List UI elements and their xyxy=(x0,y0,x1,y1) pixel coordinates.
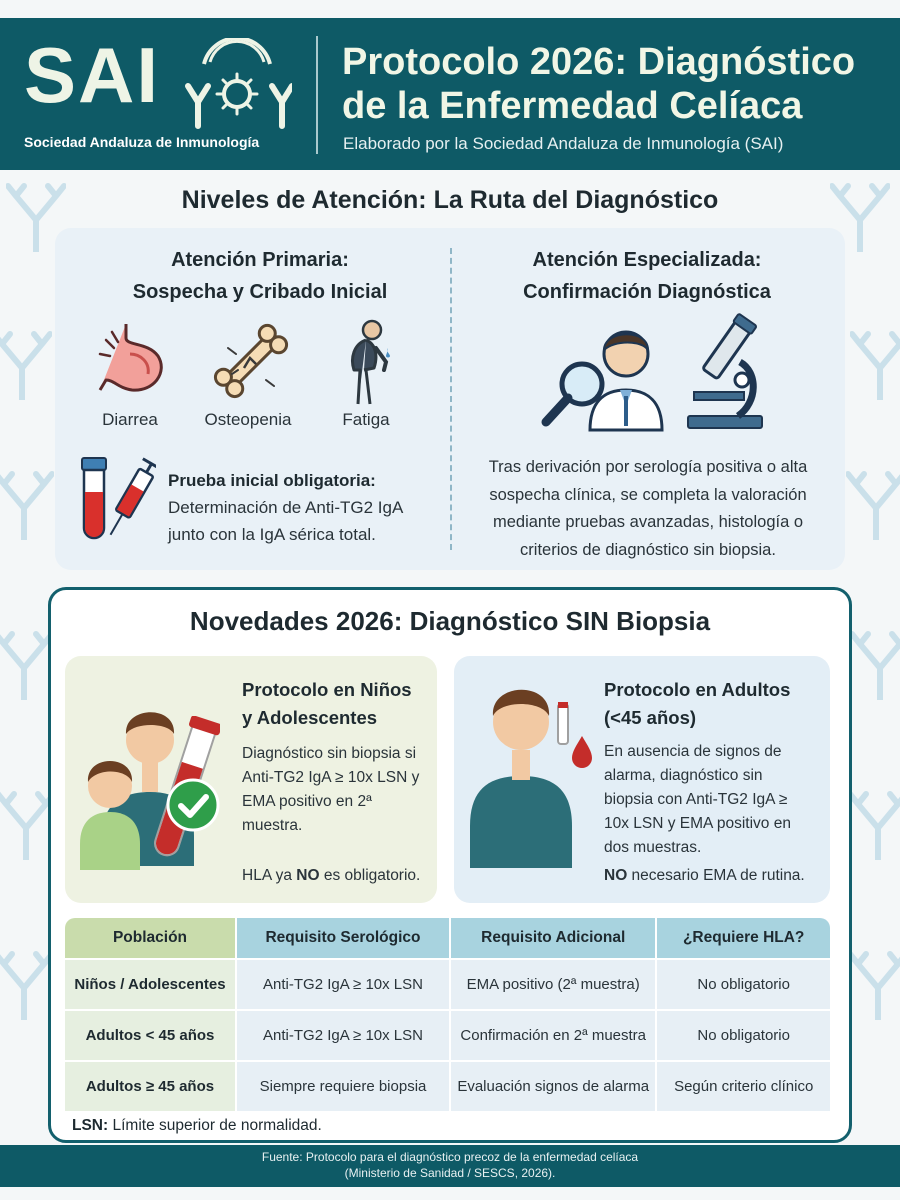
table-row xyxy=(65,1009,830,1060)
blood-drop-icon xyxy=(552,702,596,768)
adults-protocol-heading xyxy=(604,676,824,732)
page-subtitle: Elaborado por la Sociedad Andaluza de Inmunología (SAI) xyxy=(343,134,784,153)
table-cell: No obligatorio xyxy=(655,1009,830,1060)
table-cell: Adultos ≥ 45 años xyxy=(65,1060,235,1111)
primary-care-heading xyxy=(75,244,445,308)
logo-text: SAI xyxy=(24,31,161,119)
initial-test-text: Determinación de Anti-TG2 IgA junto con la IgA sérica total. xyxy=(168,498,403,544)
legend-abbr: LSN: xyxy=(72,1117,109,1134)
header-banner xyxy=(0,18,900,170)
check-badge-icon xyxy=(166,778,220,832)
adults-heading-line2: (<45 años) xyxy=(604,707,697,728)
page-title-line1: Protocolo 2026: Diagnóstico xyxy=(342,41,856,83)
abbreviation-legend xyxy=(72,1117,322,1135)
table-cell: Siempre requiere biopsia xyxy=(235,1060,449,1111)
initial-test-block xyxy=(168,467,438,548)
table-row xyxy=(65,1060,830,1111)
children-protocol-heading xyxy=(242,676,432,732)
specialized-heading-line2: Confirmación Diagnóstica xyxy=(523,281,771,303)
symptom-label-fatiga: Fatiga xyxy=(342,410,390,429)
antibody-deco-icon xyxy=(0,630,54,700)
antibody-deco-icon xyxy=(848,950,900,1020)
syringe-icon xyxy=(104,456,156,546)
children-protocol-note xyxy=(242,864,432,888)
table-cell: Adultos < 45 años xyxy=(65,1009,235,1060)
symptom-label-diarrea: Diarrea xyxy=(102,410,158,429)
table-cell: Confirmación en 2ª muestra xyxy=(449,1009,655,1060)
antibody-deco-icon xyxy=(0,950,54,1020)
page-title-line2: de la Enfermedad Celíaca xyxy=(342,85,803,127)
children-note-prefix: HLA ya xyxy=(242,867,297,884)
specialized-text: Tras derivación por serología positiva o alta sospecha clínica, se completa la valoración mediante pruebas avanzadas, histología o criterios de diagnóstico sin biopsia. xyxy=(488,458,808,559)
table-cell: EMA positivo (2ª muestra) xyxy=(449,958,655,1009)
sai-logo xyxy=(22,30,292,160)
criteria-table xyxy=(65,918,830,1111)
primary-heading-line1: Atención Primaria: xyxy=(171,249,349,271)
table-cell: Niños / Adolescentes xyxy=(65,958,235,1009)
fatigue-person-icon xyxy=(336,318,400,406)
table-header-cell: Requisito Serológico xyxy=(235,918,449,958)
specialized-care-heading xyxy=(462,244,832,308)
antibody-deco-icon xyxy=(846,470,900,540)
antibody-deco-icon xyxy=(848,790,900,860)
primary-heading-line2: Sospecha y Cribado Inicial xyxy=(132,281,388,303)
table-header-cell: ¿Requiere HLA? xyxy=(655,918,830,958)
table-header-cell: Población xyxy=(65,918,235,958)
symptom-label-osteopenia: Osteopenia xyxy=(204,410,292,429)
adults-protocol-text: En ausencia de signos de alarma, diagnóstico sin biopsia con Anti-TG2 IgA ≥ 10x LSN y EMA positivo en dos muestras. xyxy=(604,743,791,856)
initial-test-title: Prueba inicial obligatoria: xyxy=(168,471,376,490)
bone-icon xyxy=(208,318,294,404)
table-cell: No obligatorio xyxy=(655,958,830,1009)
footer-bar xyxy=(0,1145,900,1187)
antibody-deco-icon xyxy=(850,330,900,400)
footer-line2: (Ministerio de Sanidad / SESCS, 2026). xyxy=(344,1166,556,1180)
table-cell: Según criterio clínico xyxy=(655,1060,830,1111)
footer-source xyxy=(0,1149,900,1181)
levels-section-title: Niveles de Atención: La Ruta del Diagnóstico xyxy=(181,186,719,214)
adults-heading-line1: Protocolo en Adultos xyxy=(604,679,791,700)
children-note-suffix: es obligatorio. xyxy=(319,867,421,884)
adults-protocol-note xyxy=(604,864,824,888)
header-divider xyxy=(316,36,318,154)
children-heading-line2: y Adolescentes xyxy=(242,707,378,728)
antibody-logo-icon xyxy=(182,38,292,130)
adults-note-suffix: necesario EMA de rutina. xyxy=(627,867,805,884)
table-cell: Evaluación signos de alarma xyxy=(449,1060,655,1111)
antibody-deco-icon xyxy=(0,470,54,540)
news-section-title: Novedades 2026: Diagnóstico SIN Biopsia xyxy=(189,606,711,636)
table-cell: Anti-TG2 IgA ≥ 10x LSN xyxy=(235,1009,449,1060)
microscope-icon xyxy=(684,312,766,430)
table-row xyxy=(65,958,830,1009)
logo-subtitle: Sociedad Andaluza de Inmunología xyxy=(24,134,260,150)
table-header-row xyxy=(65,918,830,958)
table-cell: Anti-TG2 IgA ≥ 10x LSN xyxy=(235,958,449,1009)
specialized-heading-line1: Atención Especializada: xyxy=(532,249,762,271)
adults-note-bold: NO xyxy=(604,867,628,884)
children-note-bold: NO xyxy=(296,867,320,884)
stomach-icon xyxy=(92,318,172,398)
page-title xyxy=(342,40,882,128)
doctor-icon xyxy=(536,310,666,432)
table-header-cell: Requisito Adicional xyxy=(449,918,655,958)
footer-line1: Fuente: Protocolo para el diagnóstico precoz de la enfermedad celíaca xyxy=(261,1150,639,1164)
children-protocol-text: Diagnóstico sin biopsia si Anti-TG2 IgA ≥ 10x LSN y EMA positivo en 2ª muestra. xyxy=(242,745,420,834)
legend-text: Límite superior de normalidad. xyxy=(108,1117,322,1134)
levels-divider xyxy=(450,248,452,550)
antibody-deco-icon xyxy=(0,330,52,400)
antibody-deco-icon xyxy=(850,630,900,700)
children-heading-line1: Protocolo en Niños xyxy=(242,679,412,700)
